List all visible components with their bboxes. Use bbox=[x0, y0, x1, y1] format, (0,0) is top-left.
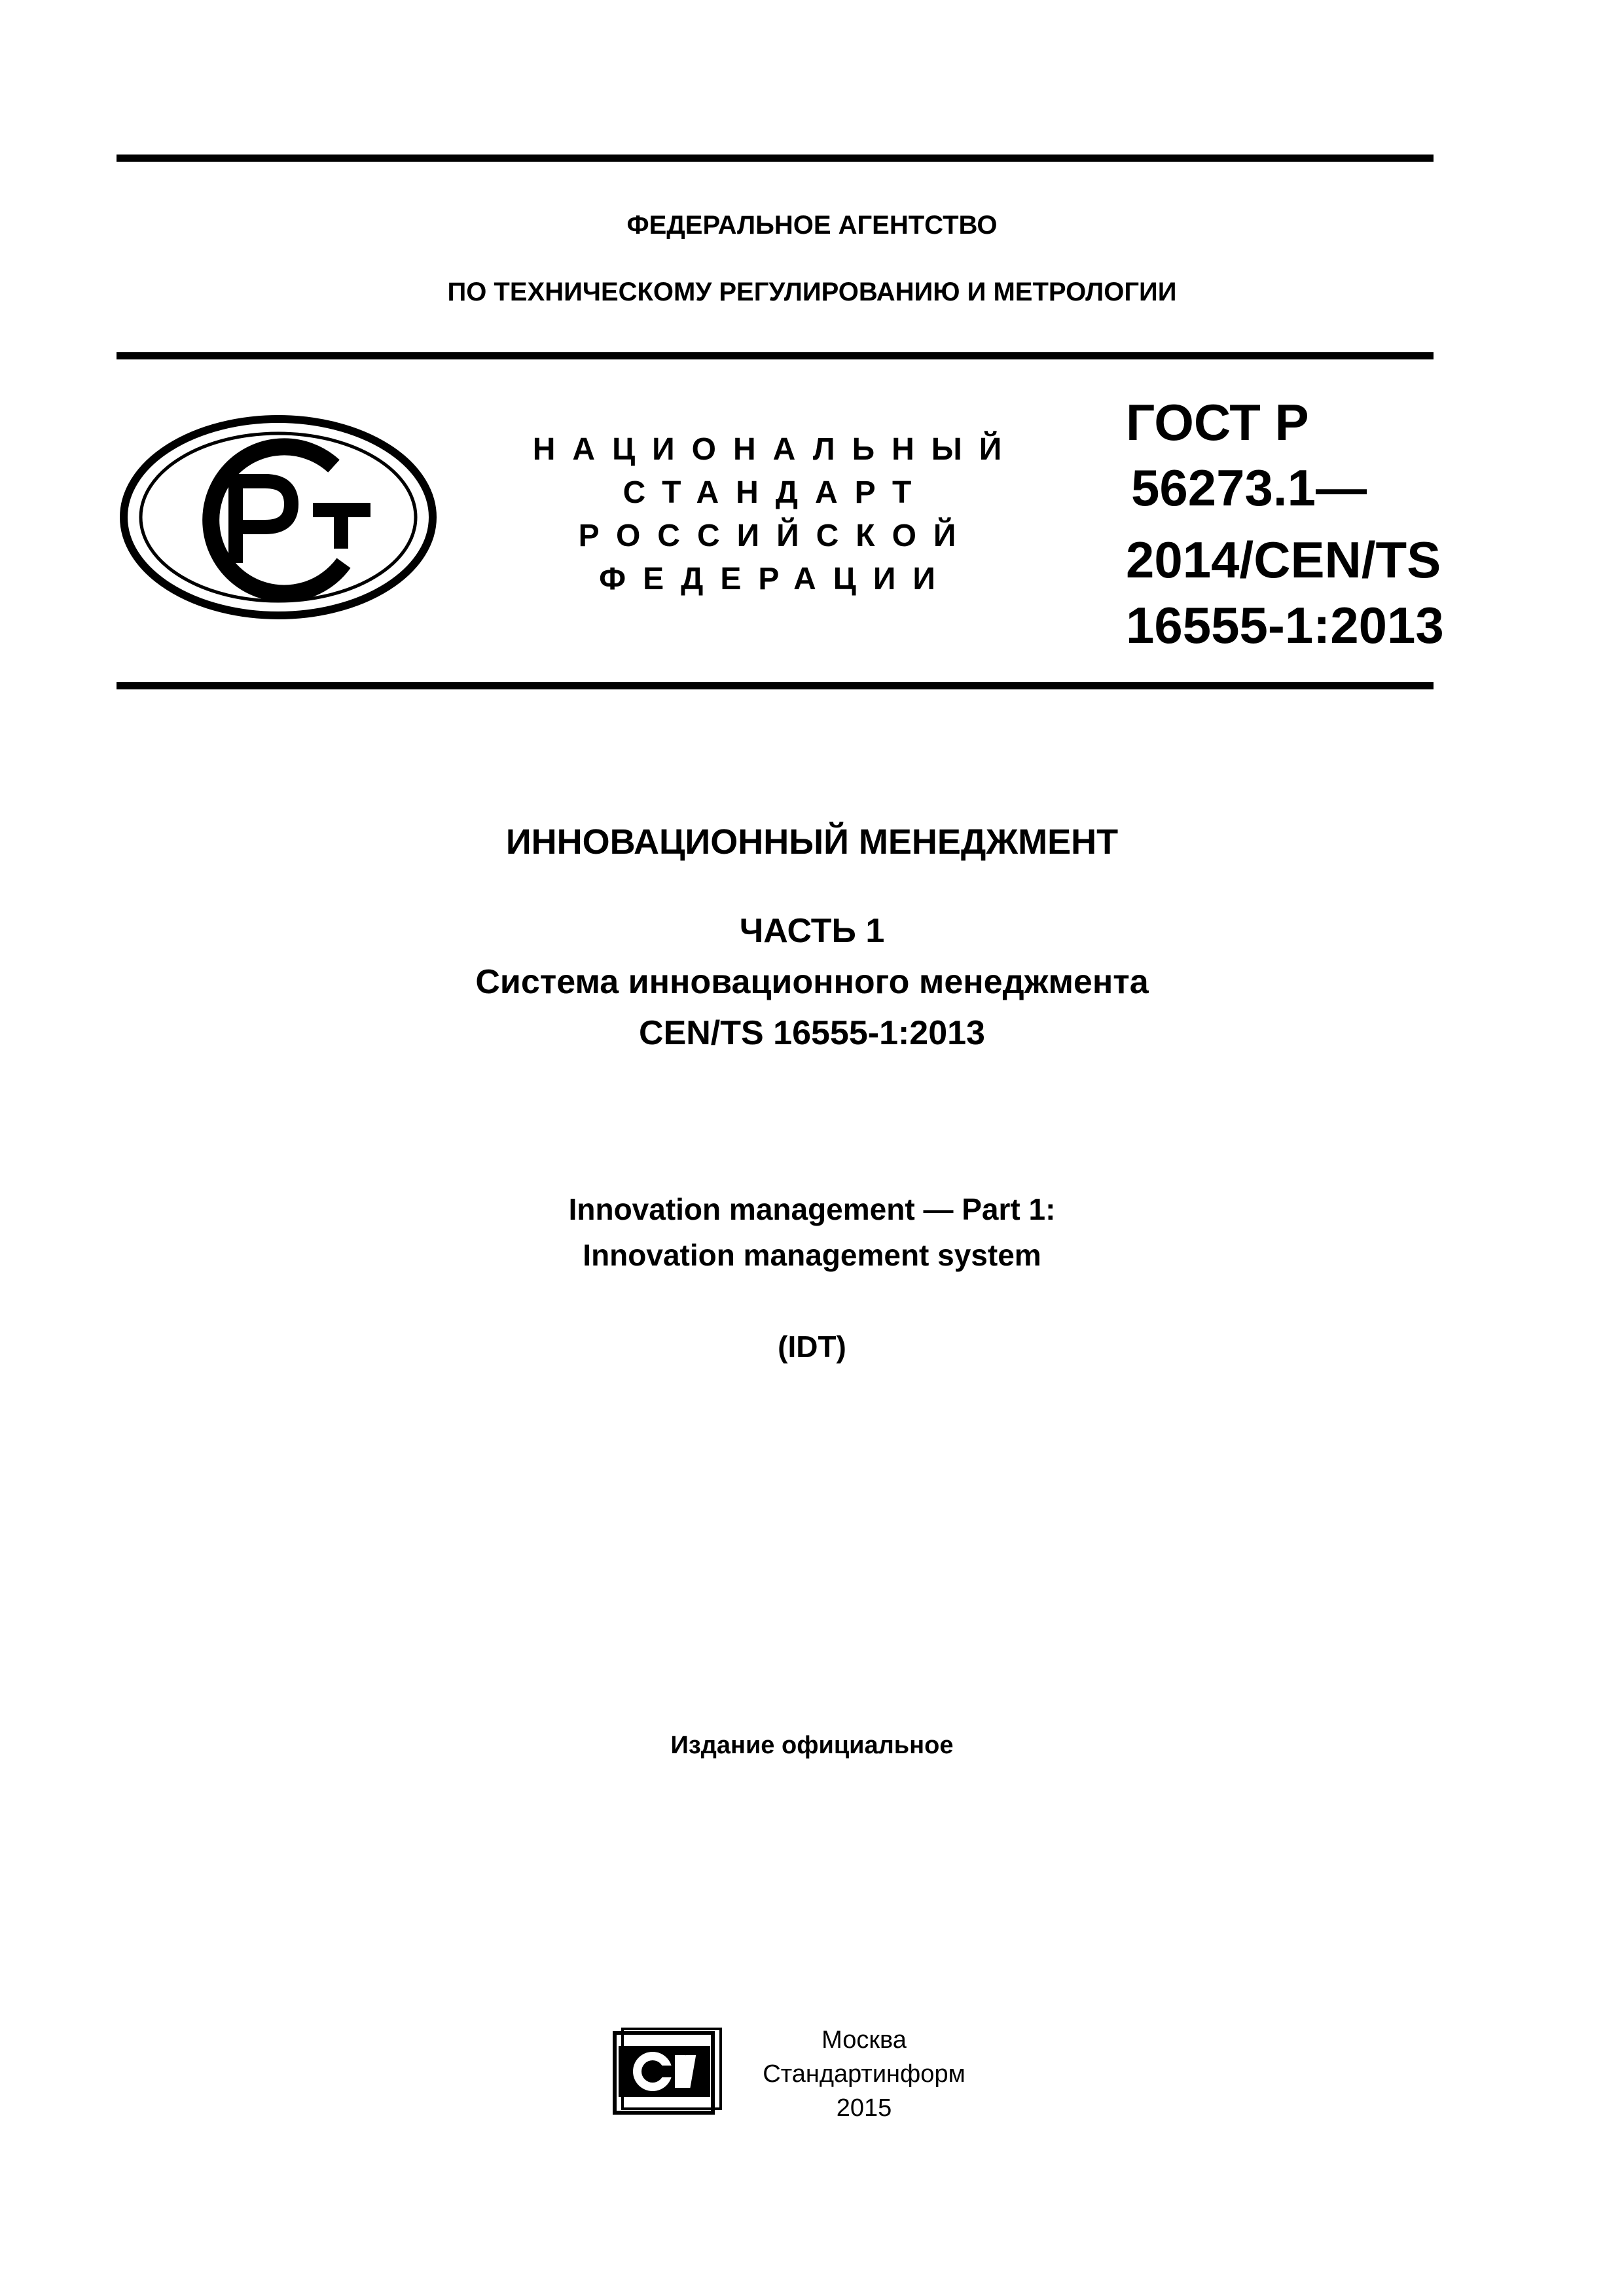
gost-line-4: 16555-1:2013 bbox=[1126, 596, 1444, 654]
edition-label: Издание официальное bbox=[670, 1732, 954, 1759]
sti-logo-icon bbox=[612, 2026, 723, 2118]
national-line-3: РОССИЙСКОЙ bbox=[578, 519, 973, 553]
reference-standard: CEN/TS 16555-1:2013 bbox=[639, 1014, 985, 1052]
agency-line-2: ПО ТЕХНИЧЕСКОМУ РЕГУЛИРОВАНИЮ И МЕТРОЛОГИИ bbox=[447, 278, 1177, 306]
publisher-name: Стандартинформ bbox=[763, 2060, 965, 2088]
designation-rule bbox=[117, 682, 1434, 689]
publisher-logo bbox=[612, 2026, 723, 2118]
publisher-year: 2015 bbox=[836, 2094, 892, 2122]
document-subtitle: Система инновационного менеджмента bbox=[475, 963, 1149, 1001]
national-line-1: НАЦИОНАЛЬНЫЙ bbox=[532, 432, 1019, 467]
english-title-line-1: Innovation management — Part 1: bbox=[568, 1192, 1056, 1226]
agency-line-1: ФЕДЕРАЛЬНОЕ АГЕНТСТВО bbox=[626, 211, 998, 240]
rst-logo-icon bbox=[118, 412, 439, 622]
english-title-line-2: Innovation management system bbox=[583, 1238, 1041, 1272]
national-standard-block bbox=[481, 428, 1070, 601]
publisher-city: Москва bbox=[821, 2026, 907, 2054]
gost-r-logo bbox=[118, 412, 439, 622]
publisher-block bbox=[733, 2023, 995, 2125]
national-line-2: СТАНДАРТ bbox=[623, 475, 929, 510]
idt-label: (IDT) bbox=[778, 1330, 846, 1364]
part-label: ЧАСТЬ 1 bbox=[739, 912, 885, 950]
document-title: ИННОВАЦИОННЫЙ МЕНЕДЖМЕНТ bbox=[505, 822, 1119, 862]
gost-line-3: 2014/CEN/TS bbox=[1126, 531, 1441, 589]
gost-line-1: ГОСТ Р bbox=[1126, 393, 1309, 451]
header-rule bbox=[117, 352, 1434, 359]
gost-line-2: 56273.1— bbox=[1131, 459, 1367, 517]
national-line-4: ФЕДЕРАЦИИ bbox=[599, 562, 952, 596]
top-rule bbox=[117, 155, 1434, 162]
